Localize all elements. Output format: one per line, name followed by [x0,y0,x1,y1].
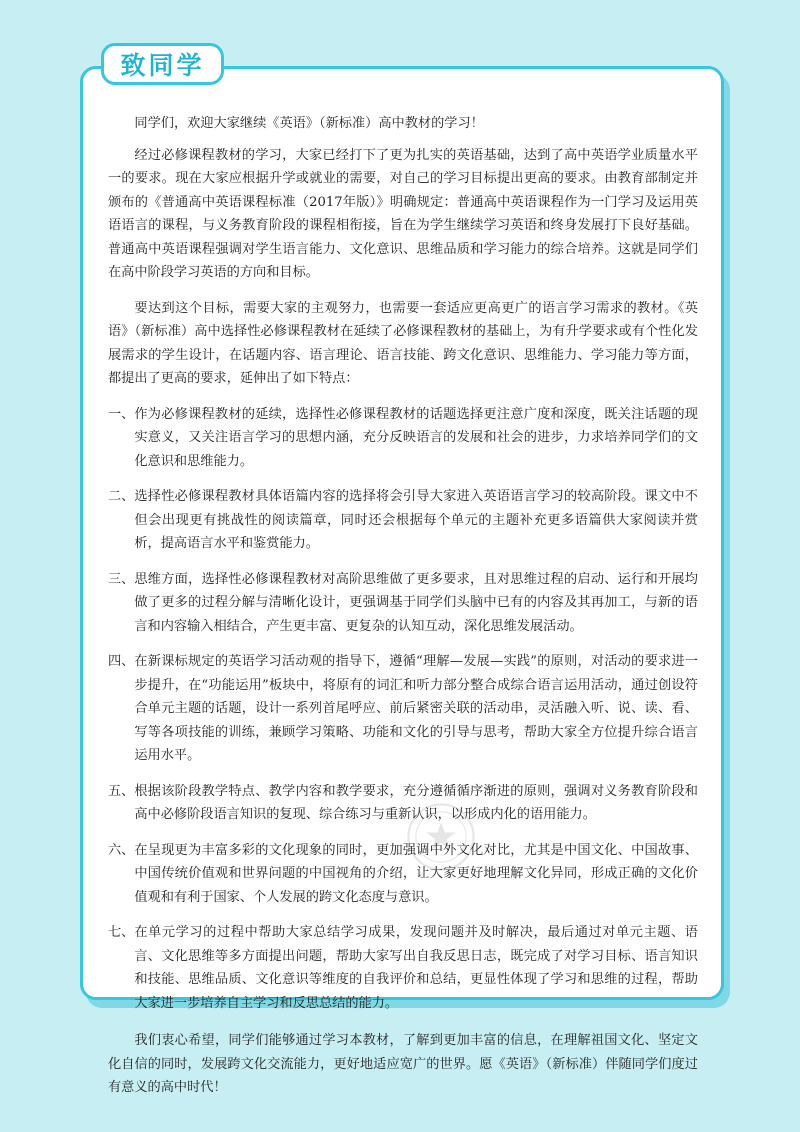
list-item-text: 在单元学习的过程中帮助大家总结学习成果，发现问题并及时解决，最后通过对单元主题、语言、文化思维等多方面提出问题，帮助大家写出自我反思日志，既完成了对学习目标、语言知识和技能、思维品质、文化意识等维度的自我评价和总结，更显性体现了学习和思维的过程，帮助大家进一步培养自主学习和反思总结的能力。 [134,925,698,1011]
list-item-6 [108,839,698,910]
list-item-number: 四、 [108,654,135,669]
list-item-3 [108,568,698,639]
list-item-text: 思维方面，选择性必修课程教材对高阶思维做了更多要求，且对思维过程的启动、运行和开展均做了更多的过程分解与清晰化设计，更强调基于同学们头脑中已有的内容及其再加工，与新的语言和内容输入相结合，产生更丰富、更复杂的认知互动，深化思维发展活动。 [134,571,698,634]
list-item-number: 五、 [108,783,135,799]
list-item-text: 作为必修课程教材的延续，选择性必修课程教材的话题选择更注意广度和深度，既关注话题的现实意义，又关注语言学习的思想内涵，充分反映语言的发展和社会的进步，力求培养同学们的文化意识和思维能力。 [134,406,698,469]
list-item-number: 七、 [108,925,135,940]
list-item-number: 二、 [108,489,135,504]
seal-stamp-icon [404,800,478,874]
list-item-7 [108,921,698,1015]
list-item-1 [108,403,698,474]
greeting: 同学们，欢迎大家继续《英语》（新标准）高中教材的学习！ [134,116,484,131]
list-item-text: 选择性必修课程教材具体语篇内容的选择将会引导大家进入英语语言学习的较高阶段。课文中不但会出现更有挑战性的阅读篇章，同时还会根据每个单元的主题补充更多语篇供大家阅读并赏析，提高语言水平和鉴赏能力。 [134,489,698,551]
list-item-text: 根据该阶段教学特点、教学内容和教学要求，充分遵循循序渐进的原则，强调对义务教育阶段和高中必修阶段语言知识的复现、综合练习与重新认识，以形成内化的语用能力。 [134,783,698,822]
list-item-text: 在新课标规定的英语学习活动观的指导下，遵循“理解—发展—实践”的原则，对活动的要求进一步提升，在“功能运用”板块中，将原有的词汇和听力部分整合成综合语言运用活动，通过创设符合单元主题的话题，设计一系列首尾呼应、前后紧密关联的活动串，灵活融入听、说、读、看、写等各项技能的训练，兼顾学习策略、功能和文化的引导与思考，帮助大家全方位提升综合语言运用水平。 [134,654,698,763]
paragraph-2: 要达到这个目标，需要大家的主观努力，也需要一套适应更高更广的语言学习需求的教材。《英语》（新标准）高中选择性必修课程教材在延续了必修课程教材的基础上，为有升学要求或有个性化发展需求的学生设计，在话题内容、语言理论、语言技能、跨文化意识、思维能力、学习能力等方面，都提出了更高的要求，延伸出了如下特点： [108,300,698,386]
title-tab [101,43,224,85]
list-item-2 [108,485,698,556]
page-title: 致同学 [120,51,205,80]
list-item-number: 三、 [108,571,135,587]
closing-paragraph: 我们衷心希望，同学们能够通过学习本教材，了解到更加丰富的信息，在理解祖国文化、坚定文化自信的同时，发展跨文化交流能力，更好地适应宽广的世界。愿《英语》（新标准）伴随同学们度过有意义的高中时代！ [108,1033,698,1095]
list-item-4 [108,650,698,768]
paragraph-1: 经过必修课程教材的学习，大家已经打下了更为扎实的英语基础，达到了高中英语学业质量水平一的要求。现在大家应根据升学或就业的需要，对自己的学习目标提出更高的要求。由教育部制定并颁布的《普通高中英语课程标准（2017年版）》明确规定：普通高中英语课程作为一门学习及运用英语语言的课程，与义务教育阶段的课程相衔接，旨在为学生继续学习英语和终身发展打下良好基础。普通高中英语课程强调对学生语言能力、文化意识、思维品质和学习能力的综合培养。这就是同学们在高中阶段学习英语的方向和目标。 [108,147,698,280]
letter-body [108,112,698,1100]
list-item-number: 一、 [108,406,135,422]
list-item-text: 在呈现更为丰富多彩的文化现象的同时，更加强调中外文化对比，尤其是中国文化、中国故事、中国传统价值观和世界问题的中国视角的介绍，让大家更好地理解文化异同，形成正确的文化价值观和有利于国家、个人发展的跨文化态度与意识。 [134,842,698,905]
list-item-number: 六、 [108,842,135,858]
list-item-5 [108,780,698,827]
